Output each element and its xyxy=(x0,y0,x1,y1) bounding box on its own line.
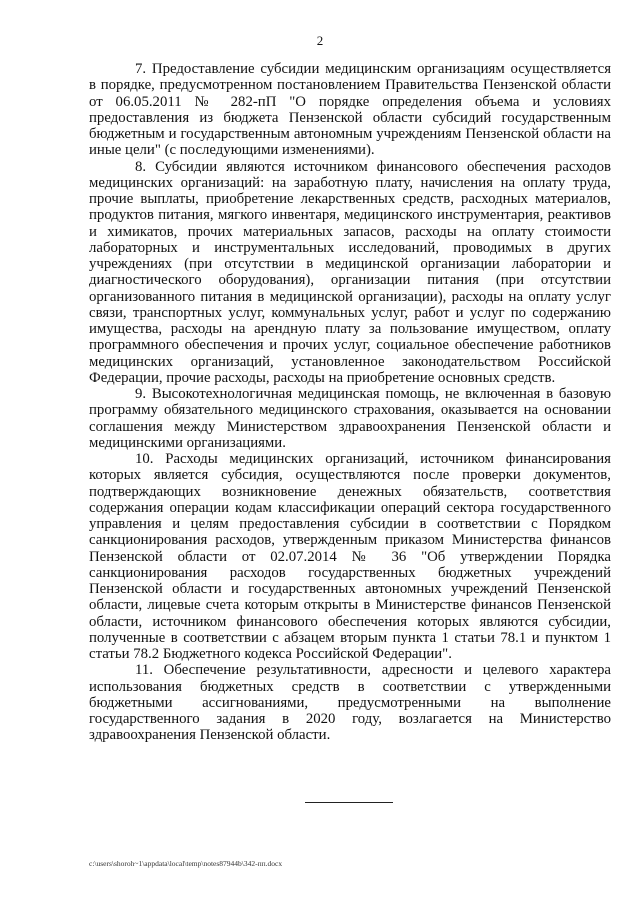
paragraph-11: 11. Обеспечение результативности, адресности и целевого характера использования бюджетных средств в соответствии с утвержденными бюджетными ассигнованиями, предусмотренными на выполнение государственного задания в 2020 году, возлагается на Министерство здравоохранения Пензенской области. xyxy=(89,662,611,744)
document-body xyxy=(89,61,611,744)
closing-separator-line xyxy=(305,802,393,803)
paragraph-10: 10. Расходы медицинских организаций, источником финансирования которых является субсидия, осуществляются после проверки документов, подтверждающих возникновение денежных обязательств, соответствия содержания операции кодам классификации операций сектора государственного управления и целям предоставления субсидии в соответствии с Порядком санкционирования расходов, утвержденным приказом Министерства финансов Пензенской области от 02.07.2014 № 36 "Об утверждении Порядка санкционирования расходов государственных бюджетных учреждений Пензенской области и государственных автономных учреждений Пензенской области, лицевые счета которым открыты в Министерстве финансов Пензенской области, источником финансового обеспечения которых являются субсидии, полученные в соответствии с абзацем вторым пункта 1 статьи 78.1 и пунктом 1 статьи 78.2 Бюджетного кодекса Российской Федерации". xyxy=(89,451,611,662)
paragraph-8: 8. Субсидии являются источником финансового обеспечения расходов медицинских организаций: на заработную плату, начисления на оплату труда, прочие выплаты, приобретение лекарственных средств, расходных материалов, продуктов питания, мягкого инвентаря, медицинского инструментария, реактивов и химикатов, прочих материальных запасов, расходы на оплату стоимости лабораторных и инструментальных исследований, проводимых в других учреждениях (при отсутствии в медицинской организации лаборатории и диагностического оборудования), организации питания (при отсутствии организованного питания в медицинской организации), расходы на оплату услуг связи, транспортных услуг, коммунальных услуг, работ и услуг по содержанию имущества, расходы на арендную плату за пользование имуществом, оплату программного обеспечения и прочих услуг, социальное обеспечение работников медицинских организаций, установленное законодательством Российской Федерации, прочие расходы, расходы на приобретение основных средств. xyxy=(89,158,611,386)
paragraph-7: 7. Предоставление субсидии медицинским организациям осуществляется в порядке, предусмотренном постановлением Правительства Пензенской области от 06.05.2011 № 282-пП "О порядке определения объема и условиях предоставления из бюджета Пензенской области субсидий государственным бюджетным и государственным автономным учреждениям Пензенской области на иные цели" (с последующими изменениями). xyxy=(89,61,611,159)
paragraph-9: 9. Высокотехнологичная медицинская помощь, не включенная в базовую программу обязательного медицинского страхования, оказывается на основании соглашения между Министерством здравоохранения Пензенской области и медицинскими организациями. xyxy=(89,386,611,451)
footer-file-path: c:\users\shoroh~1\appdata\local\temp\notes87944b\342-пп.docx xyxy=(89,859,283,868)
page-number: 2 xyxy=(316,33,324,48)
